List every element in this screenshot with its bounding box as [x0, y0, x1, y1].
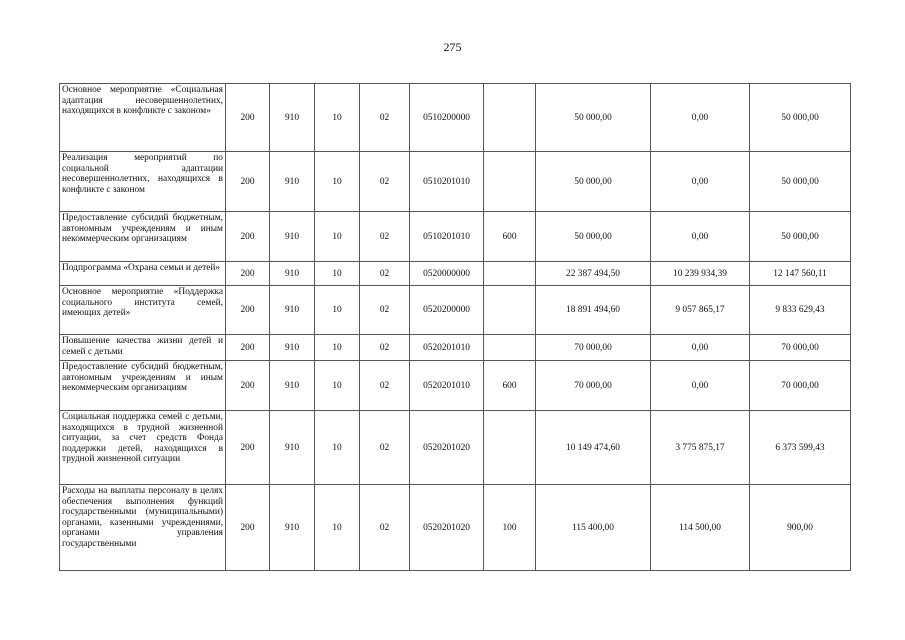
row-amount2: 0,00 [651, 335, 750, 361]
row-col1: 200 [226, 361, 270, 411]
row-col4: 02 [360, 84, 410, 152]
row-name: Реализация мероприятий по социальной адаптации несовершеннолетних, находящихся в конфликте с законом [60, 152, 226, 212]
row-col2: 910 [270, 485, 315, 571]
row-amount3: 9 833 629,43 [750, 286, 851, 335]
row-amount3: 900,00 [750, 485, 851, 571]
row-amount1: 70 000,00 [536, 361, 651, 411]
row-amount1: 22 387 494,50 [536, 262, 651, 286]
row-col4: 02 [360, 411, 410, 485]
row-col2: 910 [270, 335, 315, 361]
row-col4: 02 [360, 485, 410, 571]
row-amount1: 18 891 494,60 [536, 286, 651, 335]
row-amount1: 50 000,00 [536, 152, 651, 212]
row-amount3: 50 000,00 [750, 212, 851, 262]
row-col1: 200 [226, 152, 270, 212]
row-amount3: 70 000,00 [750, 361, 851, 411]
row-amount1: 50 000,00 [536, 212, 651, 262]
row-name: Расходы на выплаты персоналу в целях обеспечения выполнения функций государственными (муниципальными) органами, казенными учреждениями, органами управления государственными [60, 485, 226, 571]
row-amount2: 0,00 [651, 361, 750, 411]
row-col3: 10 [315, 361, 360, 411]
row-col2: 910 [270, 411, 315, 485]
row-amount2: 0,00 [651, 152, 750, 212]
table-row [60, 286, 851, 335]
row-name: Социальная поддержка семей с детьми, находящихся в трудной жизненной ситуации, за счет средств Фонда поддержки детей, находящихся в трудной жизненной ситуации [60, 411, 226, 485]
row-code: 0510201010 [410, 212, 484, 262]
table-row [60, 411, 851, 485]
row-type [484, 152, 536, 212]
row-col4: 02 [360, 212, 410, 262]
row-type [484, 411, 536, 485]
row-type [484, 84, 536, 152]
row-col4: 02 [360, 286, 410, 335]
table-row [60, 335, 851, 361]
row-amount2: 9 057 865,17 [651, 286, 750, 335]
row-name: Основное мероприятие «Социальная адаптация несовершеннолетних, находящихся в конфликте с законом» [60, 84, 226, 152]
row-name: Основное мероприятие «Поддержка социального института семей, имеющих детей» [60, 286, 226, 335]
row-amount1: 70 000,00 [536, 335, 651, 361]
row-amount2: 114 500,00 [651, 485, 750, 571]
row-name: Повышение качества жизни детей и семей с детьми [60, 335, 226, 361]
table-row [60, 262, 851, 286]
row-code: 0510201010 [410, 152, 484, 212]
row-type [484, 286, 536, 335]
row-col3: 10 [315, 411, 360, 485]
row-type: 600 [484, 212, 536, 262]
row-code: 0520201020 [410, 411, 484, 485]
row-col3: 10 [315, 84, 360, 152]
row-amount3: 70 000,00 [750, 335, 851, 361]
row-col1: 200 [226, 286, 270, 335]
row-col3: 10 [315, 212, 360, 262]
table-row [60, 485, 851, 571]
row-col3: 10 [315, 485, 360, 571]
row-code: 0510200000 [410, 84, 484, 152]
row-col1: 200 [226, 335, 270, 361]
row-col2: 910 [270, 262, 315, 286]
row-amount1: 10 149 474,60 [536, 411, 651, 485]
row-amount1: 115 400,00 [536, 485, 651, 571]
row-code: 0520201010 [410, 361, 484, 411]
row-name: Предоставление субсидий бюджетным, автономным учреждениям и иным некоммерческим организациям [60, 361, 226, 411]
row-amount3: 50 000,00 [750, 84, 851, 152]
row-col2: 910 [270, 152, 315, 212]
row-col2: 910 [270, 212, 315, 262]
row-amount3: 50 000,00 [750, 152, 851, 212]
row-type: 100 [484, 485, 536, 571]
row-name: Подпрограмма «Охрана семьи и детей» [60, 262, 226, 286]
budget-table [59, 83, 851, 571]
row-name: Предоставление субсидий бюджетным, автономным учреждениям и иным некоммерческим организациям [60, 212, 226, 262]
row-col4: 02 [360, 335, 410, 361]
row-col1: 200 [226, 411, 270, 485]
row-col4: 02 [360, 361, 410, 411]
row-col1: 200 [226, 485, 270, 571]
row-type: 600 [484, 361, 536, 411]
row-col4: 02 [360, 262, 410, 286]
row-amount3: 6 373 599,43 [750, 411, 851, 485]
row-col1: 200 [226, 84, 270, 152]
row-col2: 910 [270, 84, 315, 152]
row-col3: 10 [315, 152, 360, 212]
row-type [484, 335, 536, 361]
row-amount2: 0,00 [651, 84, 750, 152]
table-row [60, 84, 851, 152]
table-row [60, 361, 851, 411]
row-amount2: 0,00 [651, 212, 750, 262]
row-amount3: 12 147 560,11 [750, 262, 851, 286]
page-number: 275 [443, 40, 462, 54]
row-col3: 10 [315, 262, 360, 286]
row-code: 0520201020 [410, 485, 484, 571]
row-code: 0520200000 [410, 286, 484, 335]
row-code: 0520201010 [410, 335, 484, 361]
row-col2: 910 [270, 286, 315, 335]
row-col1: 200 [226, 212, 270, 262]
row-type [484, 262, 536, 286]
row-col1: 200 [226, 262, 270, 286]
table-row [60, 212, 851, 262]
row-col3: 10 [315, 286, 360, 335]
table-row [60, 152, 851, 212]
row-col3: 10 [315, 335, 360, 361]
row-code: 0520000000 [410, 262, 484, 286]
row-col4: 02 [360, 152, 410, 212]
row-col2: 910 [270, 361, 315, 411]
row-amount1: 50 000,00 [536, 84, 651, 152]
row-amount2: 3 775 875,17 [651, 411, 750, 485]
row-amount2: 10 239 934,39 [651, 262, 750, 286]
